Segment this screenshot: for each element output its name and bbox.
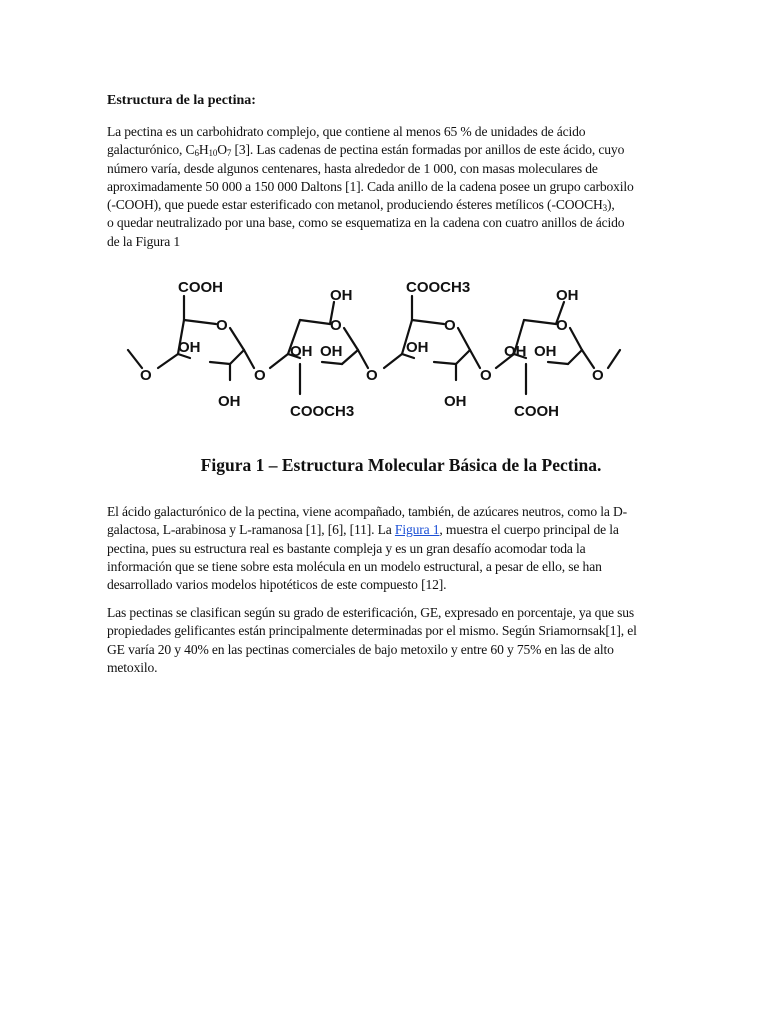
text-line-with-link (107, 521, 667, 539)
bond-line (456, 350, 470, 364)
text-line-formula (107, 141, 667, 159)
bond-line (322, 362, 342, 364)
figure-caption: Figura 1 – Estructura Molecular Básica de la Pectina. (200, 455, 602, 475)
text-line: El ácido galacturónico de la pectina, viene acompañado, también, de azúcares neutros, como la D- (107, 504, 628, 519)
hydroxyl-label: OH (320, 343, 343, 360)
hydroxyl-label: OH (218, 393, 241, 410)
text-line: de la Figura 1 (107, 233, 181, 249)
paragraph-neutral-sugars (107, 503, 667, 594)
bond-line (412, 320, 444, 324)
text-line: Las pectinas se clasifican según su grado de esterificación, GE, expresado en porcentaje, ya que sus (107, 605, 635, 620)
hydroxyl-label: OH (504, 343, 527, 360)
ring-oxygen-label: O (216, 317, 228, 334)
glycosidic-oxygen-label: O (140, 367, 152, 384)
text-segment: [3]. Las cadenas de pectina están formadas por anillos de este ácido, cuyo (231, 142, 625, 158)
cooh-label: COOH (514, 403, 559, 420)
text-segment: O (217, 142, 227, 158)
text-line: La pectina es un carbohidrato complejo, que contiene al menos 65 % de unidades de ácido (107, 124, 586, 139)
hydroxyl-label: OH (556, 287, 579, 304)
bond-line (470, 350, 480, 368)
text-line: desarrollado varios modelos hipotéticos de este compuesto [12]. (107, 577, 447, 593)
hydroxyl-label: OH (444, 393, 467, 410)
paragraph-intro (107, 123, 667, 251)
cooch3-label: COOCH3 (290, 403, 355, 420)
hydroxyl-label: OH (178, 339, 201, 356)
bond-line (548, 362, 568, 364)
glycosidic-oxygen-label: O (480, 367, 492, 384)
bond-line (158, 354, 178, 368)
ring-oxygen-label: O (330, 317, 342, 334)
hydroxyl-label: OH (534, 343, 557, 360)
bond-line (300, 320, 330, 324)
text-line: pectina, pues su estructura real es bastante compleja y es un gran desafío acomodar toda la (107, 540, 586, 556)
bond-line (384, 354, 402, 368)
text-segment: , muestra el cuerpo principal de la (439, 522, 619, 538)
pectin-structure-diagram (120, 272, 640, 422)
text-line: o quedar neutralizado por una base, como se esquematiza en la cadena con cuatro anillos de ácido (107, 215, 625, 231)
text-line: información que se tiene sobre esta molécula en un modelo estructural, a pesar de ello, se han (107, 558, 602, 574)
bond-line (230, 350, 244, 364)
bond-line (244, 350, 254, 368)
cooch3-label: COOCH3 (406, 279, 471, 296)
text-line: número varía, desde algunos centenares, hasta alrededor de 1 000, con masas moleculares de (107, 160, 598, 176)
text-line: metoxilo. (107, 659, 158, 675)
bond-line (270, 354, 288, 368)
text-segment: galacturónico, C (107, 142, 195, 158)
paragraph-esterification (107, 604, 667, 677)
bond-line (434, 362, 456, 364)
text-line: aproximadamente 50 000 a 150 000 Daltons [1]. Cada anillo de la cadena posee un grupo carboxilo (107, 178, 634, 194)
subscript: 7 (226, 148, 232, 159)
pectin-structure-figure (120, 272, 640, 422)
figure-1-link[interactable]: Figura 1 (394, 522, 440, 538)
bond-line (458, 328, 470, 350)
bond-line (210, 362, 230, 364)
bond-line (128, 350, 142, 368)
hydroxyl-label: OH (406, 339, 429, 356)
cooh-label: COOH (178, 279, 223, 296)
text-line-formula (107, 196, 667, 214)
subscript: 3 (602, 203, 608, 214)
subscript: 6 (194, 148, 199, 159)
text-line: GE varía 20 y 40% en las pectinas comerciales de bajo metoxilo y entre 60 y 75% en las de alto (107, 641, 614, 657)
text-segment: H (198, 142, 209, 158)
bond-line (184, 320, 216, 324)
text-segment: ), (607, 197, 615, 213)
bond-line (342, 350, 358, 364)
hydroxyl-label: OH (330, 287, 353, 304)
bond-line (358, 350, 368, 368)
glycosidic-oxygen-label: O (366, 367, 378, 384)
bond-line (230, 328, 244, 350)
text-line: propiedades gelificantes están principalmente determinadas por el mismo. Según Sriamornsak[1], el (107, 623, 637, 639)
bond-line (608, 350, 620, 368)
glycosidic-oxygen-label: O (592, 367, 604, 384)
hydroxyl-label: OH (290, 343, 313, 360)
subscript: 10 (208, 148, 218, 159)
bond-line (524, 320, 556, 324)
text-segment: (-COOH), que puede estar esterificado con metanol, produciendo ésteres metílicos (-COOCH (107, 197, 603, 213)
bond-line (570, 328, 582, 350)
text-segment: galactosa, L-arabinosa y L-ramanosa [1], [6], [11]. La (107, 522, 392, 538)
bond-line (568, 350, 582, 364)
section-heading: Estructura de la pectina: (107, 93, 256, 108)
bond-line (344, 328, 358, 350)
bond-line (582, 350, 594, 368)
ring-oxygen-label: O (556, 317, 568, 334)
ring-oxygen-label: O (444, 317, 456, 334)
glycosidic-oxygen-label: O (254, 367, 266, 384)
